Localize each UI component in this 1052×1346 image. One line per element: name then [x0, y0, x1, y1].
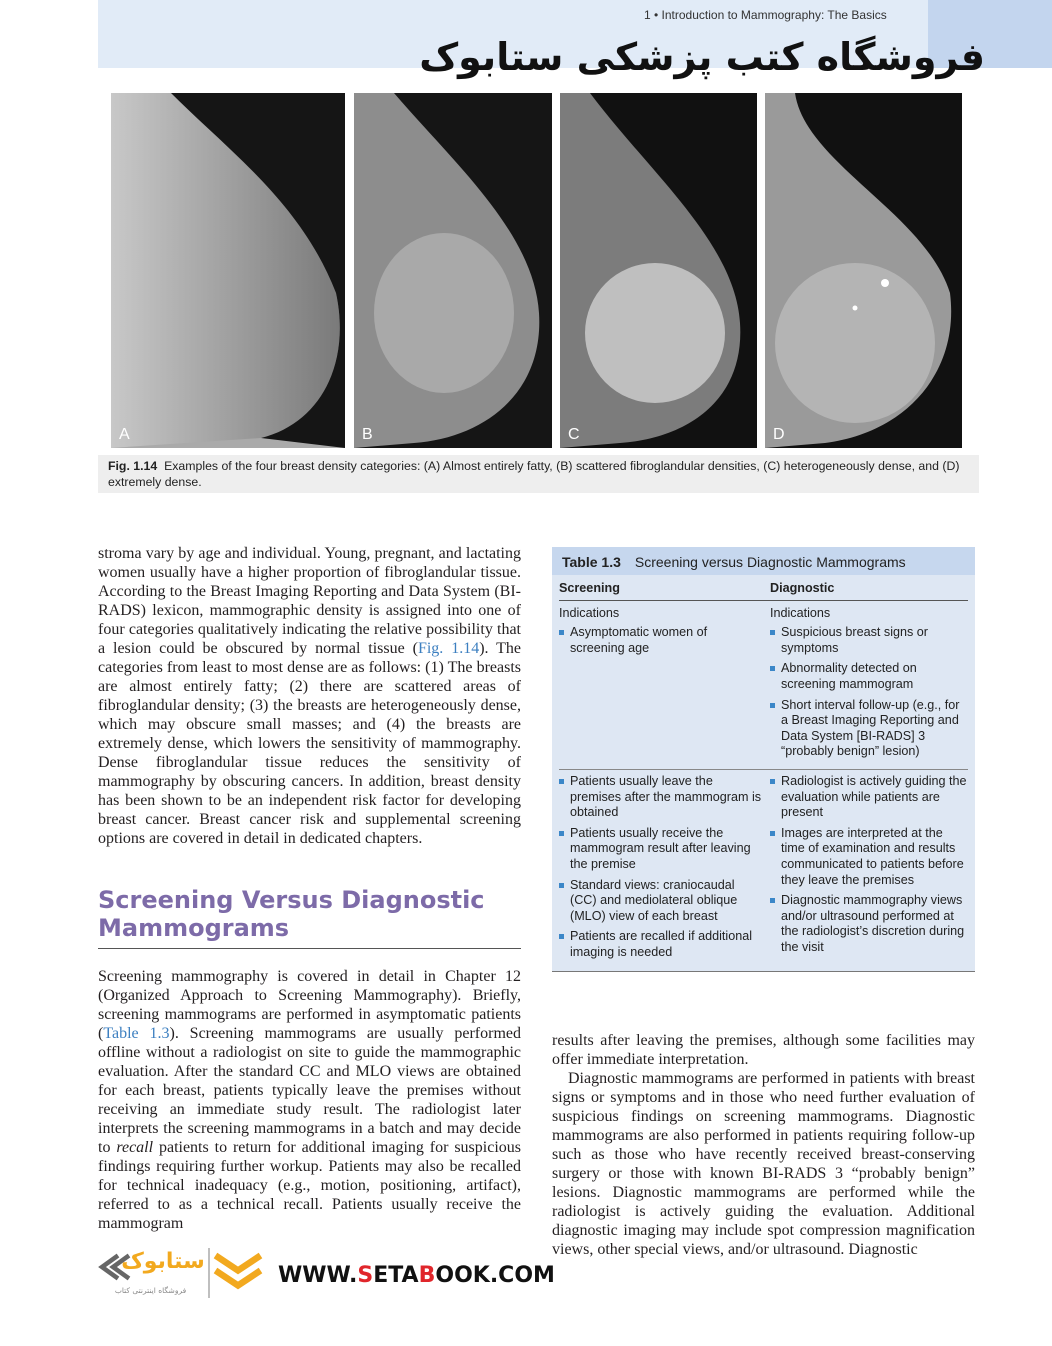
left-column-bottom — [98, 967, 521, 1233]
figure-link[interactable]: Fig. 1.14 — [417, 640, 480, 657]
emphasis: recall — [116, 1139, 154, 1156]
mammogram-panel-b — [354, 93, 552, 448]
table-title-text: Screening versus Diagnostic Mammograms — [634, 554, 906, 570]
panel-label: C — [568, 426, 580, 443]
list-item: Patients usually receive the mammogram result after leaving the premise — [559, 826, 762, 873]
list-item: Patients usually leave the premises after the mammogram is obtained — [559, 774, 762, 821]
body-paragraph: Diagnostic mammograms are performed in patients with breast signs or symptoms and in those who need further evaluation of suspicious findings on screening mammograms. Diagnostic mammograms are also performed in patients requiring follow-up such as those who have recently received breast-conserving surgery or those with known BI-RADS 3 “probably benign” lesions. Diagnostic mammograms are performed while the radiologist is actively guiding the evaluation. Additional diagnostic imaging may include spot compression magnification views, other special views, and/or ultrasound. Diagnostic — [552, 1070, 975, 1259]
watermark — [98, 1243, 555, 1308]
column-header-screening: Screening — [559, 581, 620, 595]
list-item: Radiologist is actively guiding the evaluation while patients are present — [770, 774, 968, 821]
text: ). Screening mammograms are usually performed offline without a radiologist on site to guide the mammographic evaluation. After the standard CC and MLO views are obtained for each breast, patients typically leave the premises without receiving an immediate study result. The radiologist later interprets the screening mammograms in a batch and may decide to — [98, 1025, 521, 1156]
table-title — [552, 547, 975, 575]
list-item: Images are interpreted at the time of examination and results communicated to patients before they leave the premises — [770, 826, 968, 888]
table-row-features — [559, 769, 968, 966]
right-column-flow — [552, 547, 975, 1259]
text: ). The categories from least to most dense are as follows: (1) The breasts are almost entirely fatty; (2) there are scattered areas of fibroglandular density; (3) the breasts are heterogeneously dense, which may obscure small masses; and (4) the breasts are extremely dense, which lowers the sensitivity of mammography. Dense fibroglandular tissue reduces the sensitivity of mammography by obscuring cancers. In addition, breast density has been shown to be an independent risk factor for developing breast cancer. Breast cancer risk and supplemental screening options are covered in detail in dedicated chapters. — [98, 640, 521, 847]
caption-label: Fig. 1.14 — [108, 459, 158, 473]
list-item: Diagnostic mammography views and/or ultrasound performed at the radiologist’s discretion during the visit — [770, 893, 968, 955]
list-item: Asymptomatic women of screening age — [559, 625, 762, 656]
table-number: Table 1.3 — [562, 554, 621, 570]
caption-text: Examples of the four breast density categories: (A) Almost entirely fatty, (B) scattered fibroglandular densities, (C) heterogeneously dense, and (D) extremely dense. — [108, 459, 960, 489]
shop-watermark: فروشگاه کتب پزشکی ستابوک — [419, 35, 985, 79]
body-paragraph — [98, 544, 521, 848]
table-header — [559, 575, 968, 601]
text: Screening mammography is covered in detail in Chapter 12 (Organized Approach to Screening Mammography). Briefly, screening mammograms are performed in asymptomatic patients ( — [98, 968, 521, 1042]
body-paragraph: results after leaving the premises, although some facilities may offer immediate interpretation. — [552, 1032, 975, 1069]
mammogram-panel-d — [765, 93, 962, 448]
left-column-top — [98, 544, 521, 848]
list-item: Suspicious breast signs or symptoms — [770, 625, 968, 656]
running-head: 1 • Introduction to Mammography: The Basics — [644, 8, 887, 22]
table-link[interactable]: Table 1.3 — [103, 1025, 170, 1042]
section-heading: Screening Versus Diagnostic Mammograms — [98, 886, 521, 949]
list-item: Short interval follow-up (e.g., for a Breast Imaging Reporting and Data System [BI-RADS] 3 “probably benign” lesion) — [770, 698, 968, 760]
left-column — [98, 544, 555, 1308]
list-item: Abnormality detected on screening mammogram — [770, 661, 968, 692]
body-paragraph — [98, 967, 521, 1233]
list-item: Standard views: craniocaudal (CC) and mediolateral oblique (MLO) view of each breast — [559, 878, 762, 925]
column-header-diagnostic: Diagnostic — [770, 581, 835, 595]
subheading: Indications — [770, 605, 831, 620]
svg-text:فروشگاه اینترنتی کتاب: فروشگاه اینترنتی کتاب — [114, 1286, 187, 1295]
panel-label: D — [773, 426, 785, 443]
text: stroma vary by age and individual. Young, pregnant, and lactating women usually have a higher proportion of fibroglandular tissue. According to the Breast Imaging Reporting and Data System (BI-RADS) lexicon, mammographic density is assigned into one of four categories qualitatively indicating the relative possibility that a lesion could be obscured by normal tissue ( — [98, 545, 521, 657]
mammogram-panel-c — [560, 93, 757, 448]
panel-label: A — [119, 426, 130, 443]
watermark-url: WWW.SETABOOK.COM — [278, 1263, 555, 1288]
list-item: Patients are recalled if additional imaging is needed — [559, 929, 762, 960]
panel-label: B — [362, 426, 373, 443]
svg-text:ستابوک: ستابوک — [121, 1249, 205, 1274]
right-column — [552, 1031, 975, 1259]
mammogram-panel-a — [111, 93, 345, 448]
watermark-logo-icon — [98, 1243, 268, 1308]
subheading: Indications — [559, 605, 620, 620]
figure-caption — [98, 455, 979, 493]
table-row-indications — [559, 601, 968, 765]
table-screening-vs-diagnostic — [552, 547, 975, 972]
text: patients to return for additional imaging for suspicious findings requiring further workup. Patients may also be recalled for technical inadequacy (e.g., motion, positioning, artifact), referred to as a technical recall. Patients usually receive the mammogram — [98, 1139, 521, 1232]
